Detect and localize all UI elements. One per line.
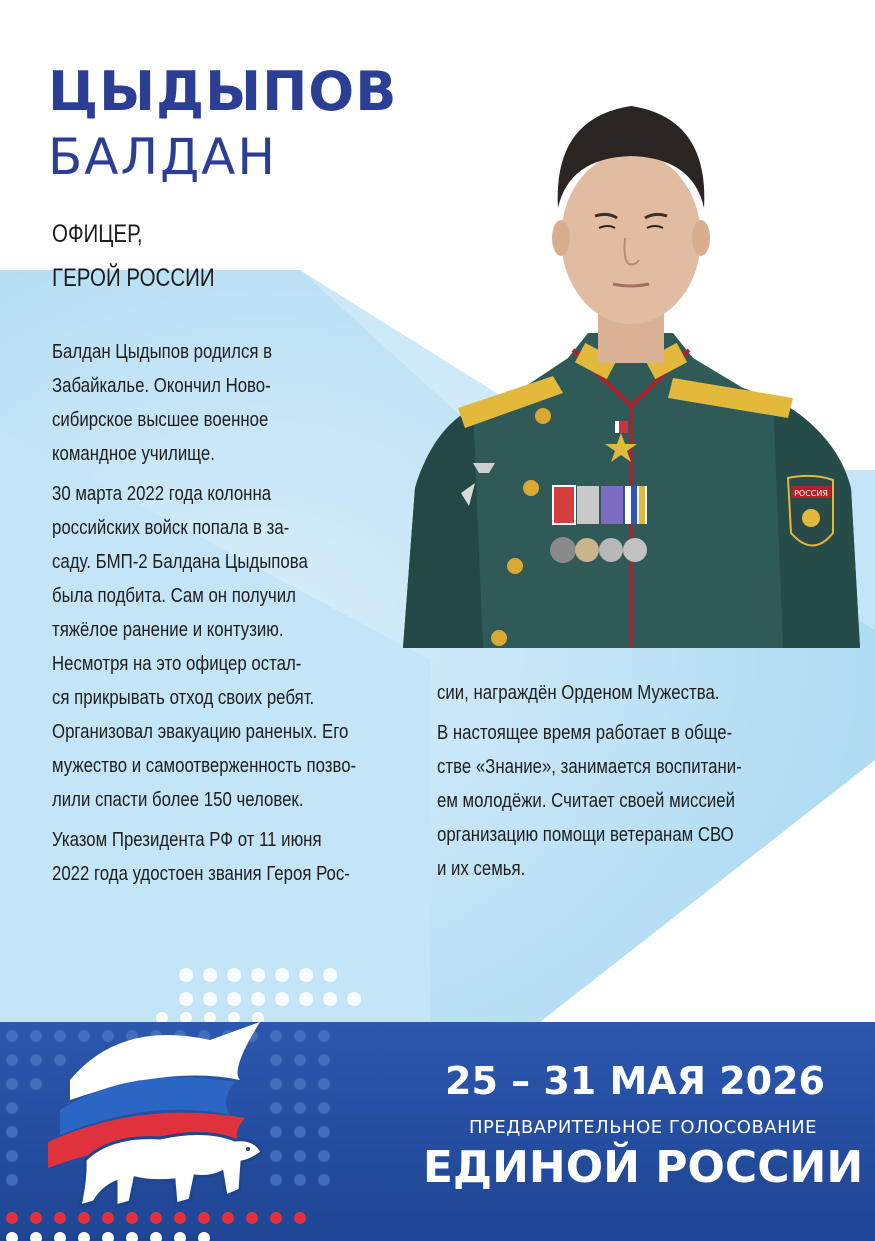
surname: ЦЫДЫПОВ [48,60,398,123]
bio-line: лили спасти более 150 человек. [52,789,304,811]
bio-line: тяжёлое ранение и контузию. [52,619,284,641]
bio-line: была подбита. Сам он получил [52,585,296,607]
party-logo-icon [30,1010,280,1230]
portrait-photo [403,88,860,648]
bio-line: организацию помощи ветеранам СВО [437,824,734,846]
bio-line: сибирское высшее военное [52,409,269,431]
bio-paragraph [52,477,356,817]
head [552,106,710,363]
event-subtitle: ПРЕДВАРИТЕЛЬНОЕ ГОЛОСОВАНИЕ [469,1117,817,1138]
bio-line: ем молодёжи. Считает своей миссией [437,790,735,812]
patch-label: РОССИЯ [794,489,828,498]
party-name: ЕДИНОЙ РОССИИ [422,1142,864,1193]
bio-line: 30 марта 2022 года колонна [52,483,272,505]
role-block [52,212,215,300]
bio-line: сии, награждён Орденом Мужества. [437,682,720,704]
role-line: ОФИЦЕР, [52,220,143,248]
bio-line: командное училище. [52,443,215,465]
bio-line: Несмотря на это офицер остал- [52,653,302,675]
bio-line: мужество и самоотверженность позво- [52,755,357,777]
bio-paragraph [52,335,356,471]
bio-column-1 [52,335,356,891]
bio-line: Организовал эвакуацию раненых. Его [52,721,349,743]
bio-line: и их семья. [437,858,526,880]
bio-line: Балдан Цыдыпов родился в [52,341,273,363]
bio-paragraph [52,823,356,891]
bio-line: 2022 года удостоен звания Героя Рос- [52,863,350,885]
event-dates: 25 – 31 МАЯ 2026 [445,1059,825,1103]
bear-icon [80,1133,262,1206]
bio-line: ся прикрывать отход своих ребят. [52,687,315,709]
bio-line: В настоящее время работает в обще- [437,722,733,744]
bio-line: саду. БМП-2 Балдана Цыдыпова [52,551,308,573]
given-name: БАЛДАН [48,128,277,186]
role-line: ГЕРОЙ РОССИИ [52,264,215,292]
bio-column-2 [437,676,742,886]
bio-line: Забайкалье. Окончил Ново- [52,375,271,397]
bio-line: российских войск попала в за- [52,517,290,539]
bio-line: Указом Президента РФ от 11 июня [52,829,322,851]
bio-line: стве «Знание», занимается воспитани- [437,756,742,778]
uniform [403,333,860,648]
